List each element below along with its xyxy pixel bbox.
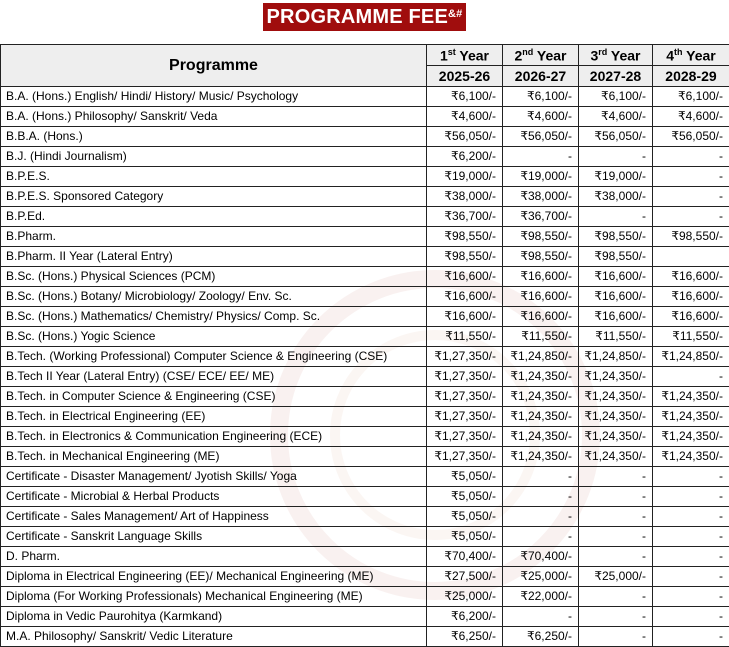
programme-name: Certificate - Sales Management/ Art of Happiness [1, 507, 427, 527]
fee-year-1: ₹16,600/- [427, 307, 503, 327]
programme-name: B.Tech II Year (Lateral Entry) (CSE/ ECE/ EE/ ME) [1, 367, 427, 387]
fee-year-2: ₹16,600/- [503, 307, 579, 327]
programme-name: Certificate - Microbial & Herbal Products [1, 487, 427, 507]
table-row [1, 327, 729, 347]
fee-year-1: ₹5,050/- [427, 507, 503, 527]
fee-year-3: ₹1,24,350/- [579, 427, 653, 447]
programme-name: B.Tech. in Electronics & Communication Engineering (ECE) [1, 427, 427, 447]
fee-year-3: ₹25,000/- [579, 567, 653, 587]
fee-year-2: - [503, 507, 579, 527]
fee-year-2: ₹16,600/- [503, 287, 579, 307]
fee-year-1: ₹98,550/- [427, 227, 503, 247]
table-row [1, 467, 729, 487]
fee-year-3: ₹6,100/- [579, 87, 653, 107]
fee-year-4: ₹16,600/- [653, 307, 729, 327]
fee-year-4: - [653, 527, 729, 547]
fee-year-1: ₹16,600/- [427, 267, 503, 287]
fee-year-2: ₹56,050/- [503, 127, 579, 147]
fee-year-3: ₹98,550/- [579, 227, 653, 247]
fee-year-4: - [653, 547, 729, 567]
fee-year-4: ₹16,600/- [653, 287, 729, 307]
fee-year-2: ₹98,550/- [503, 247, 579, 267]
fee-year-3: ₹1,24,350/- [579, 387, 653, 407]
fee-year-2: ₹4,600/- [503, 107, 579, 127]
programme-name: B.A. (Hons.) Philosophy/ Sanskrit/ Veda [1, 107, 427, 127]
fee-year-2: ₹1,24,350/- [503, 447, 579, 467]
session-2-header: 2026-27 [503, 66, 579, 87]
fee-year-1: ₹5,050/- [427, 467, 503, 487]
fee-year-2: - [503, 527, 579, 547]
programme-name: B.P.E.S. [1, 167, 427, 187]
fee-year-1: ₹1,27,350/- [427, 367, 503, 387]
fee-year-3: ₹19,000/- [579, 167, 653, 187]
table-row [1, 547, 729, 567]
fee-year-2: - [503, 487, 579, 507]
fee-year-4: ₹4,600/- [653, 107, 729, 127]
programme-name: M.A. Philosophy/ Sanskrit/ Vedic Literature [1, 627, 427, 647]
fee-year-1: ₹1,27,350/- [427, 387, 503, 407]
programme-name: B.Tech. in Computer Science & Engineering (CSE) [1, 387, 427, 407]
table-row [1, 127, 729, 147]
fee-year-2: ₹11,550/- [503, 327, 579, 347]
fee-year-1: ₹6,100/- [427, 87, 503, 107]
programme-name: D. Pharm. [1, 547, 427, 567]
fee-year-1: ₹36,700/- [427, 207, 503, 227]
fee-year-3: ₹98,550/- [579, 247, 653, 267]
fee-year-2: ₹6,250/- [503, 627, 579, 647]
fee-year-4: ₹56,050/- [653, 127, 729, 147]
fee-year-4: ₹16,600/- [653, 267, 729, 287]
table-row [1, 167, 729, 187]
fee-year-2: ₹98,550/- [503, 227, 579, 247]
fee-year-1: ₹6,200/- [427, 607, 503, 627]
table-row [1, 247, 729, 267]
fee-year-3: - [579, 507, 653, 527]
title-superscript: &# [448, 8, 462, 20]
title-text: PROGRAMME FEE [267, 6, 449, 28]
table-row [1, 267, 729, 287]
fee-year-3: - [579, 527, 653, 547]
table-row [1, 307, 729, 327]
fee-year-4: ₹6,100/- [653, 87, 729, 107]
fee-year-1: ₹70,400/- [427, 547, 503, 567]
fee-year-4: - [653, 167, 729, 187]
fee-year-3: - [579, 467, 653, 487]
table-row [1, 607, 729, 627]
table-row [1, 527, 729, 547]
fee-year-4: - [653, 567, 729, 587]
programme-name: B.J. (Hindi Journalism) [1, 147, 427, 167]
year-1-header: 1st Year [427, 45, 503, 66]
programme-name: B.Tech. in Electrical Engineering (EE) [1, 407, 427, 427]
fee-year-3: - [579, 487, 653, 507]
fee-year-3: ₹4,600/- [579, 107, 653, 127]
fee-year-3: - [579, 207, 653, 227]
fee-year-3: ₹1,24,350/- [579, 447, 653, 467]
title-bar [0, 3, 729, 31]
fee-year-1: ₹6,250/- [427, 627, 503, 647]
table-row [1, 147, 729, 167]
programme-name: B.Pharm. II Year (Lateral Entry) [1, 247, 427, 267]
fee-year-3: ₹16,600/- [579, 267, 653, 287]
fee-year-3: - [579, 147, 653, 167]
fee-year-3: ₹11,550/- [579, 327, 653, 347]
fee-year-4: ₹98,550/- [653, 227, 729, 247]
fee-year-1: ₹16,600/- [427, 287, 503, 307]
fee-year-3: ₹1,24,850/- [579, 347, 653, 367]
table-row [1, 587, 729, 607]
fee-year-4: ₹11,550/- [653, 327, 729, 347]
table-row [1, 427, 729, 447]
fee-year-4 [653, 247, 729, 267]
programme-column-header: Programme [1, 45, 427, 87]
table-row [1, 507, 729, 527]
fee-year-2: ₹70,400/- [503, 547, 579, 567]
programme-name: B.Sc. (Hons.) Mathematics/ Chemistry/ Physics/ Comp. Sc. [1, 307, 427, 327]
table-row [1, 627, 729, 647]
fee-year-1: ₹1,27,350/- [427, 347, 503, 367]
programme-name: B.Pharm. [1, 227, 427, 247]
table-body [1, 87, 729, 647]
fee-year-1: ₹6,200/- [427, 147, 503, 167]
fee-year-4: ₹1,24,850/- [653, 347, 729, 367]
fee-year-1: ₹11,550/- [427, 327, 503, 347]
fee-year-4: - [653, 467, 729, 487]
fee-year-2: - [503, 147, 579, 167]
fee-year-4: - [653, 507, 729, 527]
fee-year-1: ₹19,000/- [427, 167, 503, 187]
fee-year-1: ₹27,500/- [427, 567, 503, 587]
fee-year-1: ₹5,050/- [427, 487, 503, 507]
fee-year-4: - [653, 607, 729, 627]
fee-year-4: ₹1,24,350/- [653, 427, 729, 447]
programme-name: Diploma (For Working Professionals) Mechanical Engineering (ME) [1, 587, 427, 607]
fee-year-4: - [653, 367, 729, 387]
fee-year-2: ₹25,000/- [503, 567, 579, 587]
fee-year-2: ₹16,600/- [503, 267, 579, 287]
table-row [1, 347, 729, 367]
session-3-header: 2027-28 [579, 66, 653, 87]
table-row [1, 227, 729, 247]
fee-year-4: - [653, 147, 729, 167]
fee-year-1: ₹5,050/- [427, 527, 503, 547]
programme-name: B.Tech. (Working Professional) Computer Science & Engineering (CSE) [1, 347, 427, 367]
table-row [1, 367, 729, 387]
fee-year-1: ₹1,27,350/- [427, 427, 503, 447]
year-3-header: 3rd Year [579, 45, 653, 66]
year-2-header: 2nd Year [503, 45, 579, 66]
fee-year-4: - [653, 487, 729, 507]
fee-year-4: ₹1,24,350/- [653, 447, 729, 467]
table-row [1, 107, 729, 127]
programme-name: B.P.E.S. Sponsored Category [1, 187, 427, 207]
table-header [1, 45, 729, 87]
fee-year-3: - [579, 547, 653, 567]
table-row [1, 387, 729, 407]
fee-year-2: ₹1,24,350/- [503, 427, 579, 447]
fee-year-3: ₹56,050/- [579, 127, 653, 147]
fee-year-3: ₹1,24,350/- [579, 367, 653, 387]
fee-year-1: ₹1,27,350/- [427, 407, 503, 427]
programme-name: Diploma in Vedic Paurohitya (Karmkand) [1, 607, 427, 627]
programme-name: Certificate - Sanskrit Language Skills [1, 527, 427, 547]
fee-year-3: ₹16,600/- [579, 307, 653, 327]
fee-year-4: - [653, 587, 729, 607]
table-row [1, 447, 729, 467]
year-4-header: 4th Year [653, 45, 729, 66]
fee-year-2: ₹1,24,350/- [503, 367, 579, 387]
fee-year-2: ₹38,000/- [503, 187, 579, 207]
table-row [1, 487, 729, 507]
programme-name: B.Sc. (Hons.) Botany/ Microbiology/ Zoology/ Env. Sc. [1, 287, 427, 307]
fee-year-4: - [653, 207, 729, 227]
programme-name: B.B.A. (Hons.) [1, 127, 427, 147]
fee-year-2: ₹19,000/- [503, 167, 579, 187]
fee-year-1: ₹25,000/- [427, 587, 503, 607]
fee-year-3: ₹16,600/- [579, 287, 653, 307]
table-row [1, 207, 729, 227]
programme-name: B.A. (Hons.) English/ Hindi/ History/ Music/ Psychology [1, 87, 427, 107]
fee-year-3: ₹38,000/- [579, 187, 653, 207]
fee-year-2: ₹36,700/- [503, 207, 579, 227]
programme-fee-table [0, 44, 729, 647]
programme-name: Certificate - Disaster Management/ Jyotish Skills/ Yoga [1, 467, 427, 487]
fee-year-2: - [503, 467, 579, 487]
fee-year-1: ₹56,050/- [427, 127, 503, 147]
table-row [1, 87, 729, 107]
fee-year-3: - [579, 587, 653, 607]
fee-year-1: ₹1,27,350/- [427, 447, 503, 467]
fee-year-2: - [503, 607, 579, 627]
page-title [263, 3, 467, 31]
fee-year-3: ₹1,24,350/- [579, 407, 653, 427]
fee-year-3: - [579, 607, 653, 627]
fee-year-3: - [579, 627, 653, 647]
fee-year-2: ₹22,000/- [503, 587, 579, 607]
table-row [1, 407, 729, 427]
fee-year-2: ₹6,100/- [503, 87, 579, 107]
fee-year-1: ₹4,600/- [427, 107, 503, 127]
session-4-header: 2028-29 [653, 66, 729, 87]
table-row [1, 187, 729, 207]
programme-name: Diploma in Electrical Engineering (EE)/ Mechanical Engineering (ME) [1, 567, 427, 587]
programme-name: B.Tech. in Mechanical Engineering (ME) [1, 447, 427, 467]
fee-year-4: ₹1,24,350/- [653, 387, 729, 407]
fee-year-4: ₹1,24,350/- [653, 407, 729, 427]
fee-year-2: ₹1,24,850/- [503, 347, 579, 367]
fee-year-2: ₹1,24,350/- [503, 387, 579, 407]
table-row [1, 567, 729, 587]
programme-name: B.Sc. (Hons.) Yogic Science [1, 327, 427, 347]
fee-year-4: - [653, 627, 729, 647]
programme-name: B.Sc. (Hons.) Physical Sciences (PCM) [1, 267, 427, 287]
fee-year-2: ₹1,24,350/- [503, 407, 579, 427]
table-row [1, 287, 729, 307]
fee-year-4: - [653, 187, 729, 207]
fee-year-1: ₹38,000/- [427, 187, 503, 207]
session-1-header: 2025-26 [427, 66, 503, 87]
programme-name: B.P.Ed. [1, 207, 427, 227]
fee-year-1: ₹98,550/- [427, 247, 503, 267]
